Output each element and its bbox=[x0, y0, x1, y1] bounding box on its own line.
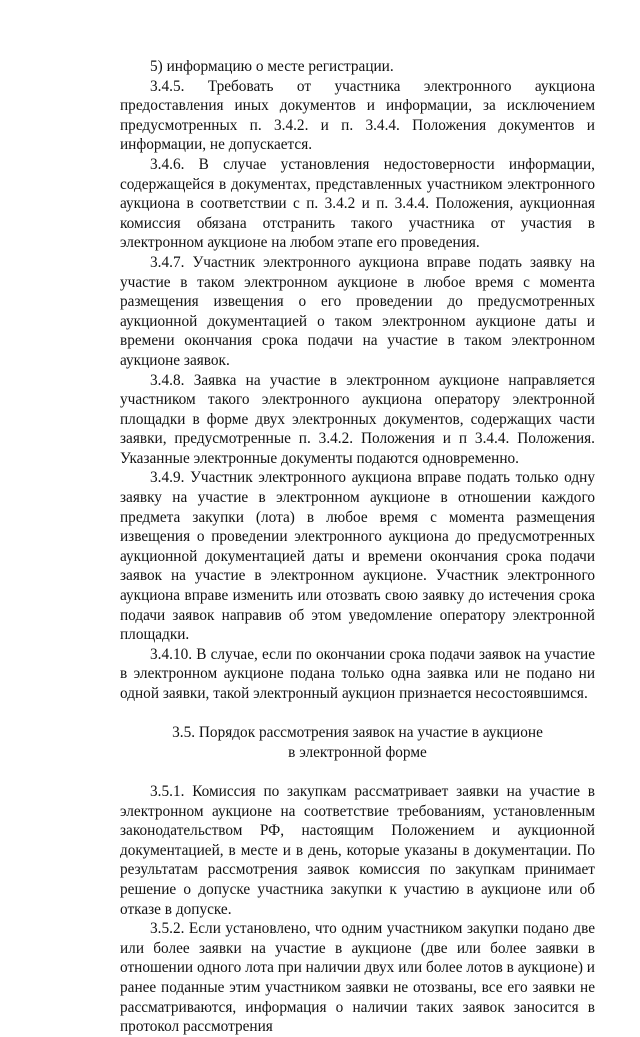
paragraph-item-5: 5) информацию о месте регистрации. bbox=[150, 58, 394, 75]
paragraph-3-4-5: 3.4.5. Требовать от участника электронного аукциона предоставления иных документов и информации, за исключением предусмотренных п. 3.4.2. и п. 3.4.4. Положения документов и информации, не допускается. bbox=[120, 77, 595, 154]
paragraph-3-4-8: 3.4.8. Заявка на участие в электронном аукционе направляется участником такого электронного аукциона оператору электронной площадки в форме двух электронных документов, содержащих части заявки, предусмотренные п. 3.4.2. Положения и п 3.4.4. Положения. Указанные электронные документы подаются одновременно. bbox=[120, 371, 595, 467]
spacer bbox=[120, 762, 595, 782]
spacer bbox=[120, 704, 595, 724]
document-body bbox=[120, 57, 595, 1037]
paragraph-3-4-7: 3.4.7. Участник электронного аукциона вправе подать заявку на участие в таком электронном аукционе в любое время с момента размещения извещения о его проведении до предусмотренных аукционной документацией о таком электронном аукционе даты и времени окончания срока подачи на участие в таком электронном аукционе заявок. bbox=[120, 253, 595, 369]
paragraph-3-4-6: 3.4.6. В случае установления недостоверности информации, содержащейся в документах, представленных участником электронного аукциона в соответствии с п. 3.4.2 и п. 3.4.4. Положения, аукционная комиссия обязана отстранить такого участника от участия в электронном аукционе на любом этапе его проведения. bbox=[120, 155, 595, 252]
paragraph-3-5-1: 3.5.1. Комиссия по закупкам рассматривает заявки на участие в электронном аукционе на соответствие требованиям, установленным законодательством РФ, настоящим Положением и аукционной документацией, в месте и в день, которые указаны в документации. По результатам рассмотрения заявок комиссия по закупкам принимает решение о допуске участника закупки к участию в аукционе или об отказе в допуске. bbox=[120, 782, 595, 918]
section-heading-line-2: в электронной форме bbox=[288, 743, 427, 761]
section-heading-line-1: 3.5. Порядок рассмотрения заявок на участие в аукционе bbox=[172, 724, 543, 742]
paragraph-3-4-10: 3.4.10. В случае, если по окончании срока подачи заявок на участие в электронном аукционе подана только одна заявка или не подано ни одной заявки, такой электронный аукцион признается несостоявшимся. bbox=[120, 645, 595, 702]
paragraph-3-5-2: 3.5.2. Если установлено, что одним участником закупки подано две или более заявки на участие в аукционе (две или более заявки в отношении одного лота при наличии двух или более лотов в аукционе) и ранее поданные этим участником заявки не отозваны, все его заявки не рассматриваются, информация о наличии таких заявок заносится в протокол рассмотрения bbox=[120, 920, 595, 1036]
paragraph-3-4-9: 3.4.9. Участник электронного аукциона вправе подать только одну заявку на участие в электронном аукционе в отношении каждого предмета закупки (лота) в любое время с момента размещения извещения о проведении электронного аукциона до предусмотренных аукционной документацией даты и времени окончания срока подачи заявок на участие в электронном аукционе. Участник электронного аукциона вправе изменить или отозвать свою заявку до истечения срока подачи заявок направив об этом уведомление оператору электронной площадки. bbox=[120, 469, 595, 644]
